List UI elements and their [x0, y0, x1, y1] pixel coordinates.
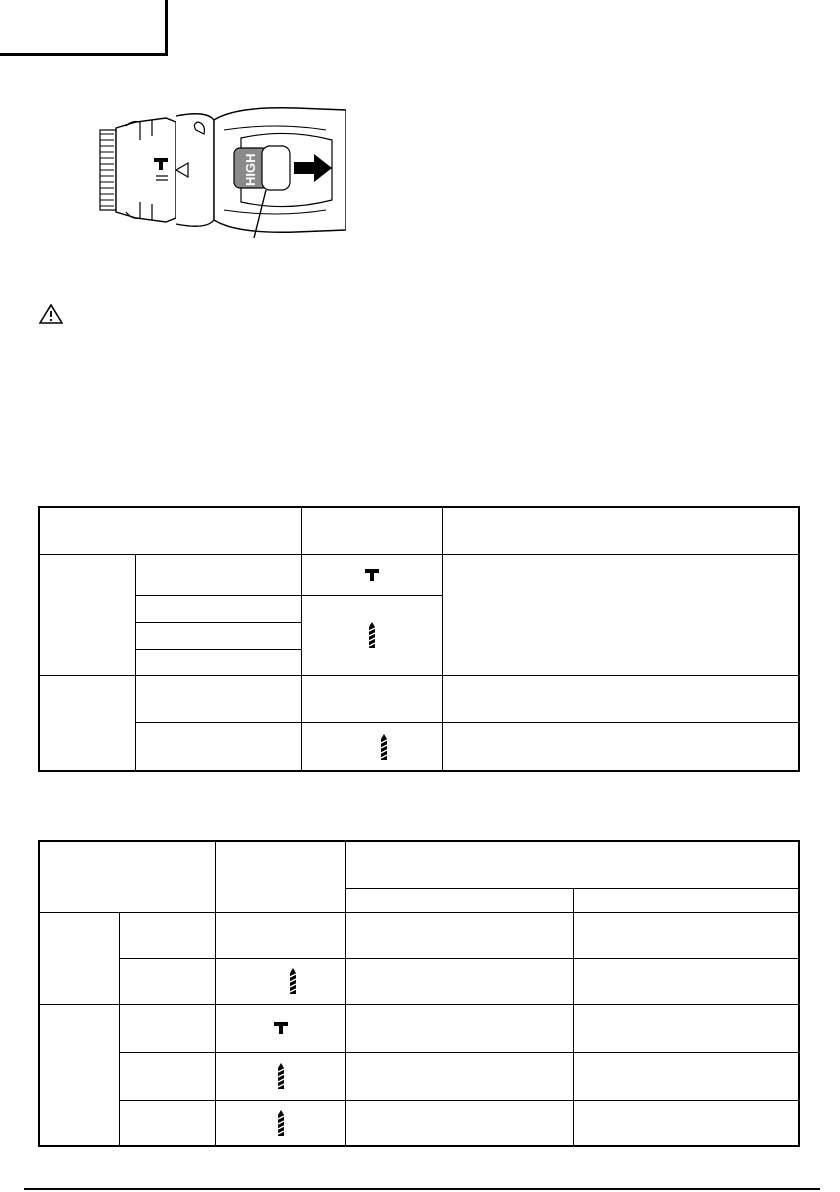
drill-bit-icon	[277, 1063, 285, 1089]
table-cell	[119, 1052, 215, 1100]
table-cell	[215, 958, 345, 1004]
table-cell	[302, 507, 442, 554]
table-row	[39, 507, 799, 554]
table-cell	[302, 595, 442, 675]
table-cell	[135, 622, 301, 649]
table-cell	[39, 841, 215, 912]
table-cell	[573, 1004, 799, 1052]
table-row	[39, 676, 799, 723]
table-cell	[573, 958, 799, 1004]
table-cell	[119, 1004, 215, 1052]
drill-bit-icon	[368, 622, 376, 648]
table-row	[39, 554, 799, 595]
table-row	[39, 723, 799, 771]
table-cell	[346, 888, 574, 912]
table-cell	[302, 554, 442, 595]
table-cell	[135, 650, 301, 676]
table-cell	[442, 507, 799, 554]
table-cell	[215, 841, 345, 912]
drill-bit-icon	[277, 1110, 285, 1136]
language-tab	[0, 0, 168, 56]
hammer-icon	[273, 1021, 289, 1035]
page-bottom-rule	[24, 1188, 820, 1190]
table-cell	[442, 676, 799, 723]
table-cell	[215, 912, 345, 958]
table-cell	[573, 912, 799, 958]
table-cell	[215, 1052, 345, 1100]
table-cell	[573, 1100, 799, 1146]
table-cell	[573, 888, 799, 912]
table-cell	[215, 1004, 345, 1052]
table-row	[39, 1004, 799, 1052]
table-cell	[346, 1004, 574, 1052]
table-cell	[346, 958, 574, 1004]
table-cell	[135, 554, 301, 595]
table-cell	[442, 723, 799, 771]
chuck-ribs	[100, 134, 114, 206]
table-cell	[442, 554, 799, 675]
table-cell	[39, 554, 135, 675]
table-cell	[135, 595, 301, 622]
table-cell	[346, 1052, 574, 1100]
table-row	[39, 1052, 799, 1100]
table-cell	[39, 912, 119, 1004]
table-row	[39, 1100, 799, 1146]
table-cell	[119, 1100, 215, 1146]
table-cell	[346, 841, 799, 888]
table-row	[39, 841, 799, 888]
table-cell	[302, 723, 442, 771]
table-cell	[215, 1100, 345, 1146]
table-cell	[346, 912, 574, 958]
table-cell	[119, 912, 215, 958]
table-cell	[135, 676, 301, 723]
table-cell	[302, 676, 442, 723]
table-2	[38, 840, 800, 1147]
drill-illustration	[96, 100, 346, 240]
table-cell	[346, 1100, 574, 1146]
table-cell	[39, 676, 135, 771]
table-cell	[39, 507, 302, 554]
drill-bit-icon	[380, 734, 388, 760]
hammer-icon	[364, 568, 380, 582]
table-cell	[39, 1004, 119, 1146]
warning-triangle-icon	[39, 304, 63, 324]
table-row	[39, 958, 799, 1004]
table-cell	[573, 1052, 799, 1100]
table-cell	[135, 723, 301, 771]
table-row	[39, 912, 799, 958]
drill-bit-icon	[289, 968, 297, 994]
high-switch-label: HIGH	[243, 153, 258, 186]
table-1	[38, 506, 800, 772]
table-cell	[119, 958, 215, 1004]
